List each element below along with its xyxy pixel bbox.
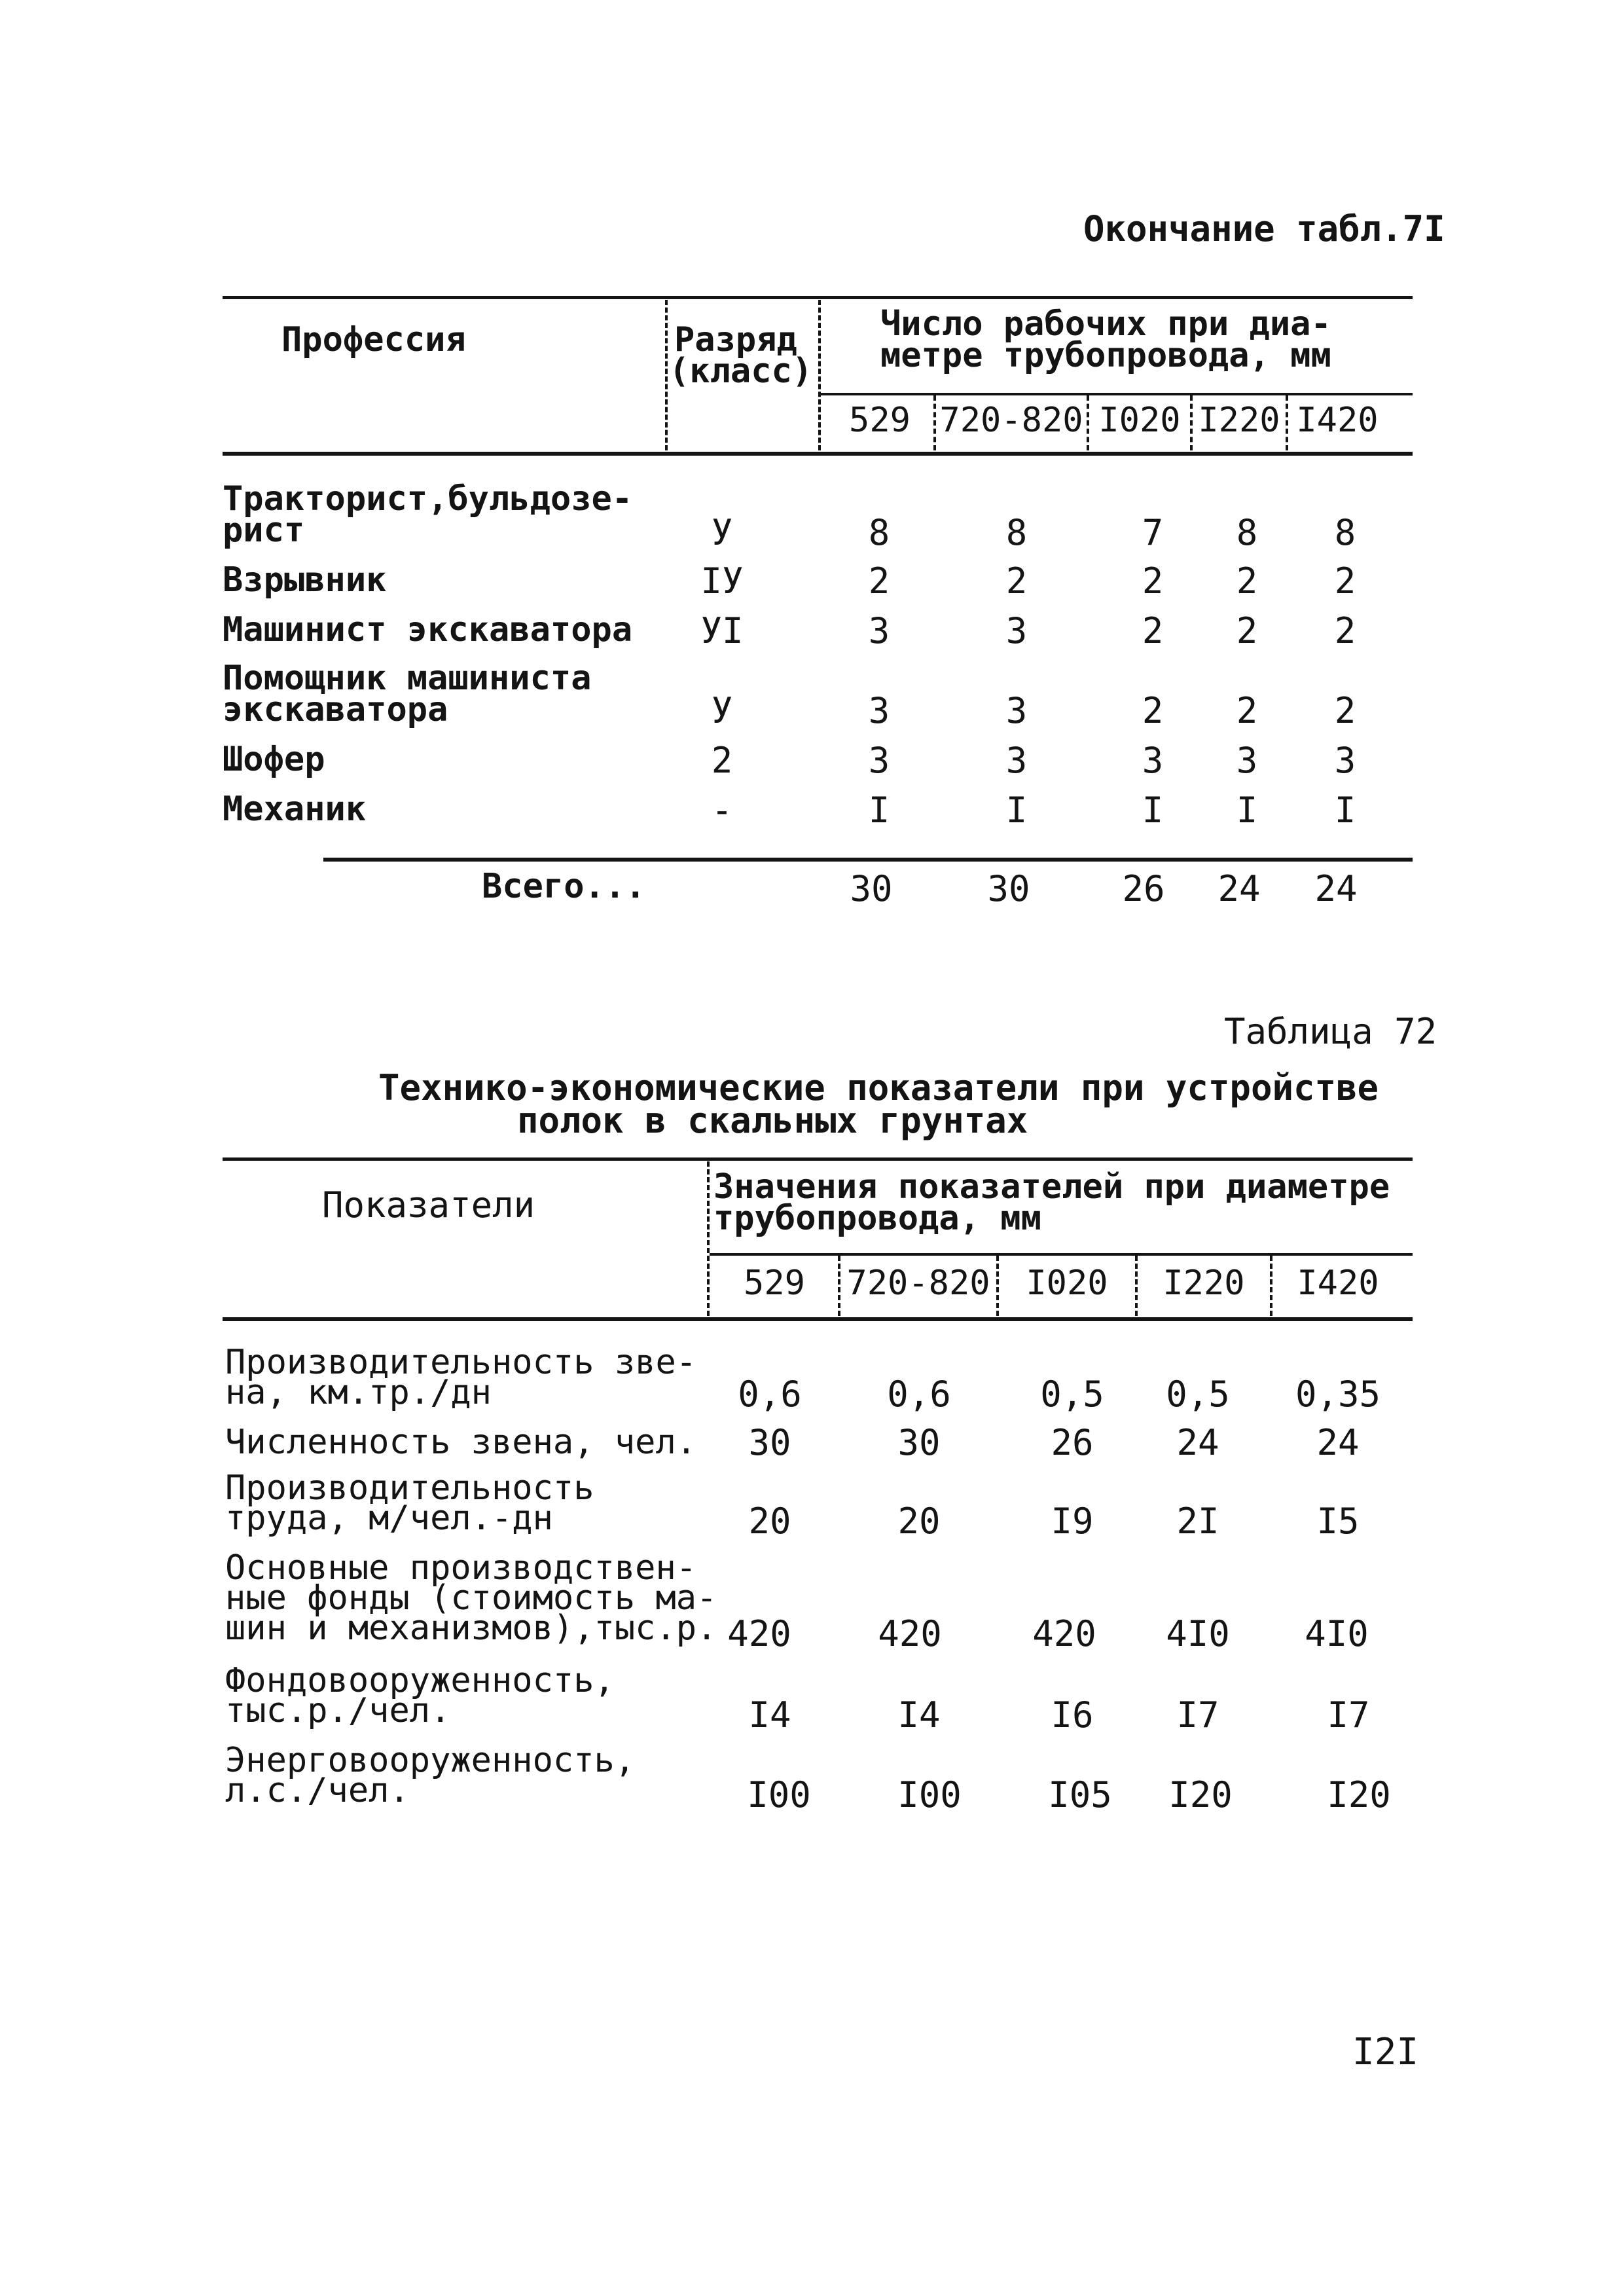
- row-label: Основные производствен-: [225, 1548, 697, 1588]
- value-cell: 420: [1032, 1613, 1096, 1654]
- value-cell: I9: [1051, 1501, 1094, 1542]
- row-label: тыс.р./чел.: [225, 1691, 451, 1730]
- table72-diam-529: 529: [744, 1264, 805, 1303]
- value-cell: 7: [1142, 512, 1164, 553]
- table72-header-values-2: трубопровода, мм: [713, 1199, 1041, 1238]
- value-cell: I20: [1327, 1774, 1391, 1815]
- table71-diam-529: 529: [849, 401, 911, 440]
- value-cell: 420: [878, 1613, 942, 1654]
- value-cell: I7: [1176, 1694, 1219, 1736]
- table72-diam-1420: I420: [1297, 1264, 1379, 1303]
- grade-value: У: [711, 690, 733, 731]
- value-cell: 8: [1005, 512, 1028, 553]
- value-cell: I7: [1327, 1694, 1370, 1736]
- table71-header-workers-2: метре трубопровода, мм: [880, 336, 1331, 375]
- value-cell: 8: [1334, 512, 1356, 553]
- value-cell: I05: [1048, 1774, 1112, 1815]
- value-cell: 0,5: [1166, 1374, 1230, 1415]
- row-label: Шофер: [223, 740, 325, 779]
- value-cell: 0,6: [887, 1374, 951, 1415]
- table72-diam-1020: I020: [1026, 1264, 1108, 1303]
- grade-value: IУ: [700, 560, 744, 602]
- total-value: 26: [1122, 868, 1165, 909]
- value-cell: 2I: [1176, 1501, 1219, 1542]
- value-cell: 3: [1005, 610, 1028, 651]
- value-cell: 20: [897, 1501, 941, 1542]
- value-cell: I4: [897, 1694, 941, 1736]
- value-cell: I: [868, 790, 890, 831]
- value-cell: 24: [1176, 1422, 1219, 1463]
- table72-header-bottom-rule: [223, 1317, 1413, 1321]
- value-cell: 2: [1236, 610, 1258, 651]
- total-value: 24: [1314, 868, 1358, 909]
- value-cell: 8: [868, 512, 890, 553]
- value-cell: 2: [868, 560, 890, 602]
- table72-caption: Таблица 72: [1224, 1011, 1437, 1052]
- value-cell: 3: [1005, 740, 1028, 781]
- value-cell: 3: [868, 610, 890, 651]
- total-value: 30: [850, 868, 893, 909]
- row-label: на, км.тр./дн: [225, 1373, 492, 1412]
- grade-value: 2: [711, 740, 733, 781]
- value-cell: 3: [1005, 690, 1028, 731]
- value-cell: 26: [1051, 1422, 1094, 1463]
- row-label: Помощник машиниста: [223, 659, 592, 698]
- row-label: Производительность: [225, 1468, 594, 1508]
- value-cell: I00: [747, 1774, 811, 1815]
- table71-caption: Окончание табл.7I: [1083, 208, 1445, 249]
- value-cell: 8: [1236, 512, 1258, 553]
- value-cell: 2: [1236, 690, 1258, 731]
- row-label: Фондовооруженность,: [225, 1661, 615, 1700]
- table72-top-rule: [223, 1157, 1413, 1161]
- grade-value: УI: [700, 610, 744, 651]
- value-cell: 3: [868, 690, 890, 731]
- value-cell: 2: [1236, 560, 1258, 602]
- row-label: труда, м/чел.-дн: [225, 1499, 553, 1538]
- table72-header-indicators: Показатели: [322, 1184, 535, 1226]
- total-label: Всего...: [482, 867, 646, 906]
- table72-diam-1220: I220: [1163, 1264, 1245, 1303]
- value-cell: I00: [897, 1774, 962, 1815]
- row-label: Механик: [223, 790, 367, 829]
- value-cell: I: [1334, 790, 1356, 831]
- value-cell: 30: [897, 1422, 941, 1463]
- grade-value: У: [711, 512, 733, 553]
- value-cell: 0,6: [738, 1374, 802, 1415]
- total-value: 24: [1218, 868, 1261, 909]
- table71-header-workers-1: Число рабочих при диа-: [880, 304, 1331, 344]
- row-label: рист: [223, 511, 305, 550]
- value-cell: 3: [868, 740, 890, 781]
- value-cell: 24: [1316, 1422, 1360, 1463]
- value-cell: 2: [1005, 560, 1028, 602]
- row-label: Машинист экскаватора: [223, 610, 633, 649]
- value-cell: 20: [748, 1501, 791, 1542]
- row-label: Энерговооруженность,: [225, 1741, 636, 1780]
- value-cell: 4I0: [1305, 1613, 1369, 1654]
- table71-diam-1020: I020: [1098, 401, 1181, 440]
- value-cell: 2: [1142, 610, 1164, 651]
- value-cell: 3: [1334, 740, 1356, 781]
- table72-divider-1: [707, 1161, 710, 1316]
- row-label: Тракторист,бульдозе-: [223, 479, 633, 519]
- value-cell: 3: [1236, 740, 1258, 781]
- table72-title-line1: Технико-экономические показатели при устройстве: [378, 1067, 1379, 1108]
- value-cell: 0,5: [1040, 1374, 1104, 1415]
- table72-diam-720-820: 720-820: [846, 1264, 990, 1303]
- table72-subheader-rule: [710, 1253, 1413, 1256]
- value-cell: I6: [1051, 1694, 1094, 1736]
- row-label: шин и механизмов),тыс.р.: [225, 1609, 717, 1648]
- table71-header-bottom-rule: [223, 452, 1413, 456]
- row-label: экскаватора: [223, 690, 448, 729]
- value-cell: I4: [748, 1694, 791, 1736]
- table71-diam-1420: I420: [1296, 401, 1379, 440]
- table71-diam-720-820: 720-820: [939, 401, 1083, 440]
- row-label: ные фонды (стоимость ма-: [225, 1578, 717, 1618]
- table72-title-line2: полок в скальных грунтах: [517, 1100, 1028, 1141]
- table71-divider-1: [665, 300, 668, 450]
- value-cell: 0,35: [1295, 1374, 1381, 1415]
- table71-header-grade-1: Разряд: [674, 320, 797, 359]
- table71-top-rule: [223, 296, 1413, 299]
- value-cell: 30: [748, 1422, 791, 1463]
- value-cell: I: [1005, 790, 1028, 831]
- value-cell: 3: [1142, 740, 1164, 781]
- value-cell: 4I0: [1166, 1613, 1230, 1654]
- value-cell: I: [1142, 790, 1164, 831]
- row-label: Численность звена, чел.: [225, 1423, 697, 1462]
- value-cell: I5: [1316, 1501, 1360, 1542]
- value-cell: 2: [1142, 560, 1164, 602]
- row-label: Взрывник: [223, 560, 387, 600]
- row-label: л.с./чел.: [225, 1771, 410, 1810]
- table71-subheader-rule: [821, 393, 1413, 395]
- value-cell: 2: [1334, 610, 1356, 651]
- table71-header-profession: Профессия: [281, 320, 466, 359]
- value-cell: 420: [727, 1613, 791, 1654]
- value-cell: I: [1236, 790, 1258, 831]
- table71-header-grade-2: (класс): [669, 352, 813, 391]
- table72-header-values-1: Значения показателей при диаметре: [713, 1167, 1390, 1207]
- value-cell: 2: [1334, 690, 1356, 731]
- row-label: Производительность зве-: [225, 1343, 697, 1382]
- table71-divider-2: [818, 300, 821, 450]
- value-cell: I20: [1168, 1774, 1233, 1815]
- value-cell: 2: [1334, 560, 1356, 602]
- grade-value: -: [711, 790, 733, 831]
- total-value: 30: [987, 868, 1030, 909]
- table71-total-rule: [323, 858, 1413, 862]
- table71-diam-1220: I220: [1198, 401, 1280, 440]
- value-cell: 2: [1142, 690, 1164, 731]
- page-number: I2I: [1352, 2031, 1419, 2073]
